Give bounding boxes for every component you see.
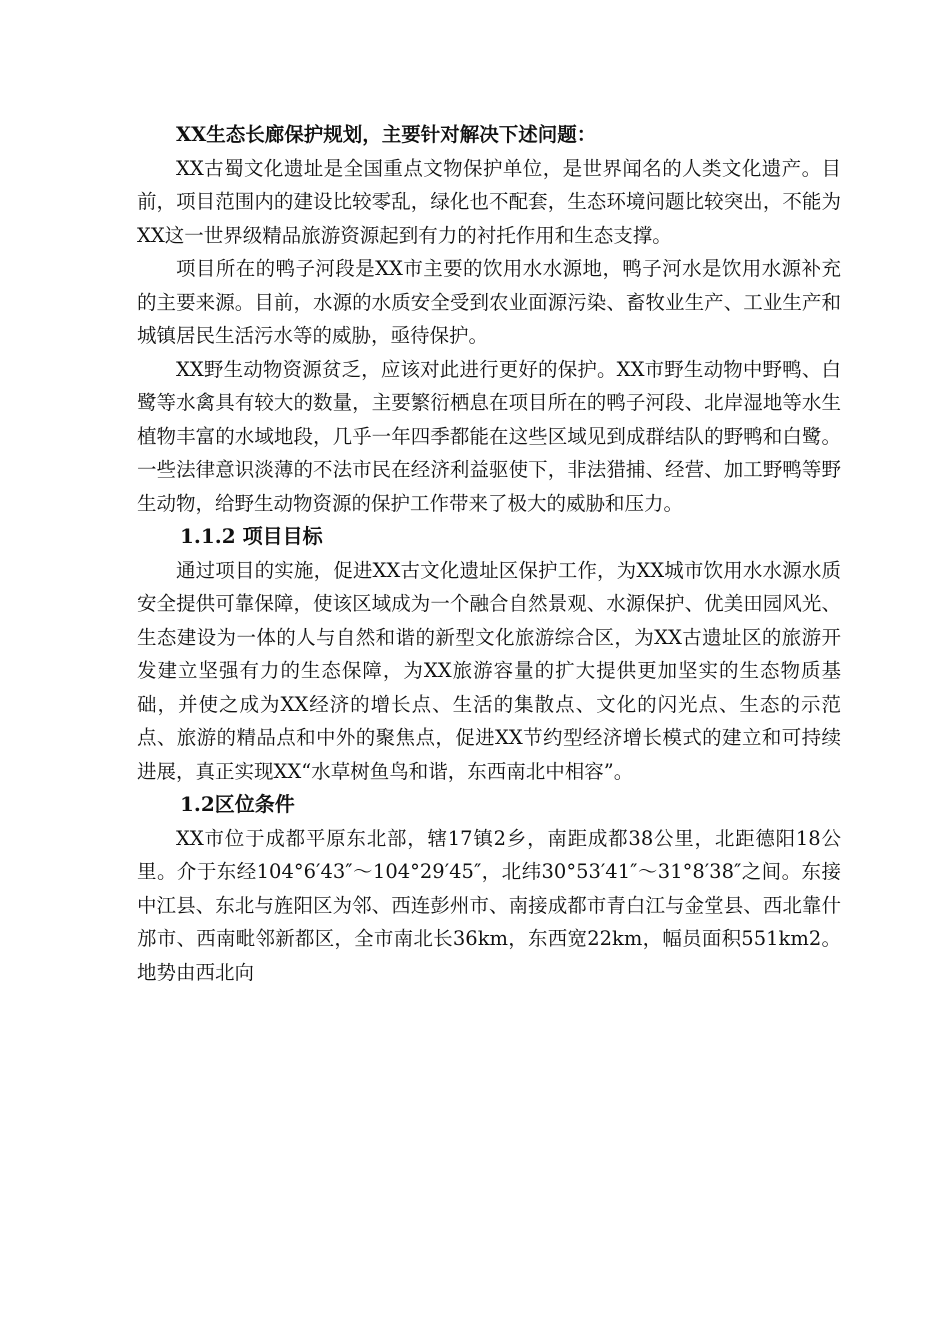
- document-page: [137, 118, 841, 989]
- paragraph-project-goals: 通过项目的实施，促进XX古文化遗址区保护工作，为XX城市饮用水水源水质安全提供可靠保障，使该区域成为一个融合自然景观、水源保护、优美田园风光、生态建设为一体的人与自然和谐的新型文化旅游综合区，为XX古遗址区的旅游开发建立坚强有力的生态保障，为XX旅游容量的扩大提供更加坚实的生态物质基础，并使之成为XX经济的增长点、生活的集散点、文化的闪光点、生态的示范点、旅游的精品点和中外的聚焦点，促进XX节约型经济增长模式的建立和可持续进展，真正实现XX“水草树鱼鸟和谐，东西南北中相容”。: [137, 558, 841, 783]
- paragraph-wildlife: XX野生动物资源贫乏，应该对此进行更好的保护。XX市野生动物中野鸭、白鹭等水禽具有较大的数量，主要繁衍栖息在项目所在的鸭子河段、北岸湿地等水生植物丰富的水域地段，几乎一年四季都能在这些区域见到成群结队的野鸭和白鹭。一些法律意识淡薄的不法市民在经济利益驱使下，非法猎捕、经营、加工野鸭等野生动物，给野生动物资源的保护工作带来了极大的威胁和压力。: [137, 357, 841, 515]
- section-heading-location: 1.2区位条件: [180, 792, 295, 816]
- section-heading-project-goals: 1.1.2 项目目标: [180, 524, 323, 548]
- paragraph-location: XX市位于成都平原东北部，辖17镇2乡，南距成都38公里，北距德阳18公里。介于东经104°6′43″～104°29′45″，北纬30°53′41″～31°8′38″之间。东接中江县、东北与旌阳区为邻、西连彭州市、南接成都市青白江与金堂县、西北靠什邡市、西南毗邻新都区，全市南北长36km，东西宽22km，幅员面积551km2。地势由西北向: [137, 826, 841, 984]
- intro-heading: XX生态长廊保护规划，主要针对解决下述问题：: [176, 123, 597, 146]
- paragraph-water-source: 项目所在的鸭子河段是XX市主要的饮用水水源地，鸭子河水是饮用水源补充的主要来源。目前，水源的水质安全受到农业面源污染、畜牧业生产、工业生产和城镇居民生活污水等的威胁，亟待保护。: [137, 257, 841, 347]
- paragraph-heritage: XX古蜀文化遗址是全国重点文物保护单位，是世界闻名的人类文化遗产。目前，项目范围内的建设比较零乱，绿化也不配套，生态环境问题比较突出，不能为XX这一世界级精品旅游资源起到有力的衬托作用和生态支撑。: [137, 156, 841, 247]
